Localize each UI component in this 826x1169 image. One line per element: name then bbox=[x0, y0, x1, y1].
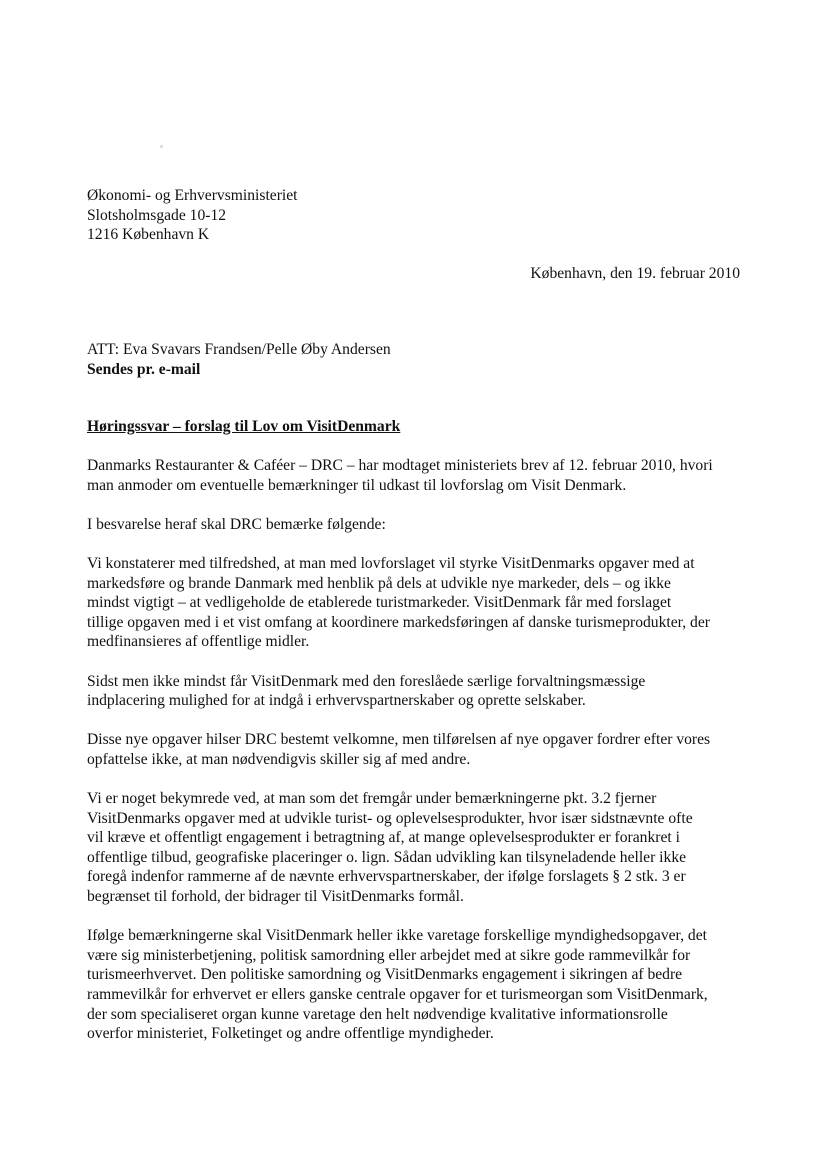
paragraph-line: tillige opgaven med i et vist omfang at koordinere markedsføringen af danske turismeprodukter, der bbox=[87, 613, 710, 631]
recipient-address bbox=[87, 186, 587, 245]
letter-date: København, den 19. februar 2010 bbox=[530, 265, 740, 282]
paragraph-line: VisitDenmarks opgaver med at udvikle turist- og oplevelsesprodukter, hvor især sidstnævnte ofte bbox=[87, 809, 693, 827]
paragraph-line: opfattelse ikke, at man nødvendigvis skiller sig af med andre. bbox=[87, 750, 471, 768]
send-method: Sendes pr. e-mail bbox=[87, 360, 201, 378]
body-paragraph bbox=[87, 789, 760, 907]
paragraph-line: Vi konstaterer med tilfredshed, at man med lovforslaget vil styrke VisitDenmarks opgaver med at bbox=[87, 554, 695, 572]
paragraph-line: markedsføre og brande Danmark med henblik på dels at udvikle nye markeder, dels – og ikke bbox=[87, 574, 671, 592]
paragraph-line: der som specialiseret organ kunne varetage den helt nødvendige kvalitative informationsrolle bbox=[87, 1005, 668, 1023]
recipient-line-1: Økonomi- og Erhvervsministeriet bbox=[87, 187, 298, 204]
body-paragraph bbox=[87, 456, 760, 495]
letter-heading: Høringssvar – forslag til Lov om VisitDenmark bbox=[87, 418, 401, 435]
paragraph-line: Danmarks Restauranter & Caféer – DRC – har modtaget ministeriets brev af 12. februar 2010, hvori bbox=[87, 457, 713, 474]
body-paragraph bbox=[87, 515, 760, 535]
paragraph-line: Disse nye opgaver hilser DRC bestemt velkomne, men tilførelsen af nye opgaver fordrer efter vores bbox=[87, 731, 711, 749]
paragraph-line: overfor ministeriet, Folketinget og andre offentlige myndigheder. bbox=[87, 1025, 494, 1043]
attention-line: ATT: Eva Svavars Frandsen/Pelle Øby Andersen bbox=[87, 341, 391, 358]
body-paragraph bbox=[87, 730, 760, 769]
body-paragraph bbox=[87, 926, 760, 1044]
paragraph-line: turismeerhvervet. Den politiske samordning og VisitDenmarks engagement i sikringen af bedre bbox=[87, 966, 683, 984]
paragraph-line: vil kræve et offentligt engagement i betragtning af, at mange oplevelsesprodukter er forankret i bbox=[87, 829, 680, 847]
attention-block bbox=[87, 340, 737, 379]
paragraph-line: foregå indenfor rammerne af de nævnte erhvervspartnerskaber, der ifølge forslagets § 2 stk. 3 er bbox=[87, 868, 686, 886]
paragraph-line: offentlige tilbud, geografiske placeringer o. lign. Sådan udvikling kan tilsyneladende heller ikke bbox=[87, 848, 687, 866]
body-paragraph bbox=[87, 672, 760, 711]
paragraph-line: Vi er noget bekymrede ved, at man som det fremgår under bemærkningerne pkt. 3.2 fjerner bbox=[87, 790, 657, 808]
letter-body bbox=[87, 456, 760, 1063]
paragraph-line: begrænset til forhold, der bidrager til VisitDenmarks formål. bbox=[87, 888, 464, 906]
paragraph-line: medfinansieres af offentlige midler. bbox=[87, 633, 310, 651]
body-paragraph bbox=[87, 554, 760, 652]
paragraph-line: I besvarelse heraf skal DRC bemærke følgende: bbox=[87, 515, 386, 533]
paragraph-line: rammevilkår for erhvervet er ellers ganske centrale opgaver for et turismeorgan som VisitDenmark, bbox=[87, 986, 708, 1004]
paragraph-line: Ifølge bemærkningerne skal VisitDenmark heller ikke varetage forskellige myndighedsopgaver, det bbox=[87, 927, 707, 945]
scan-speck bbox=[160, 145, 163, 148]
paragraph-line: indplacering mulighed for at indgå i erhvervspartnerskaber og oprette selskaber. bbox=[87, 692, 586, 710]
paragraph-line: man anmoder om eventuelle bemærkninger til udkast til lovforslag om Visit Denmark. bbox=[87, 476, 627, 494]
paragraph-line: være sig ministerbetjening, politisk samordning eller arbejdet med at sikre gode rammevilkår for bbox=[87, 946, 691, 964]
recipient-line-2: Slotsholmsgade 10-12 bbox=[87, 206, 227, 224]
recipient-line-3: 1216 København K bbox=[87, 226, 210, 244]
paragraph-line: Sidst men ikke mindst får VisitDenmark med den foreslåede særlige forvaltningsmæssige bbox=[87, 672, 646, 690]
paragraph-line: mindst vigtigt – at vedligeholde de etablerede turistmarkeder. VisitDenmark får med forslaget bbox=[87, 594, 672, 612]
